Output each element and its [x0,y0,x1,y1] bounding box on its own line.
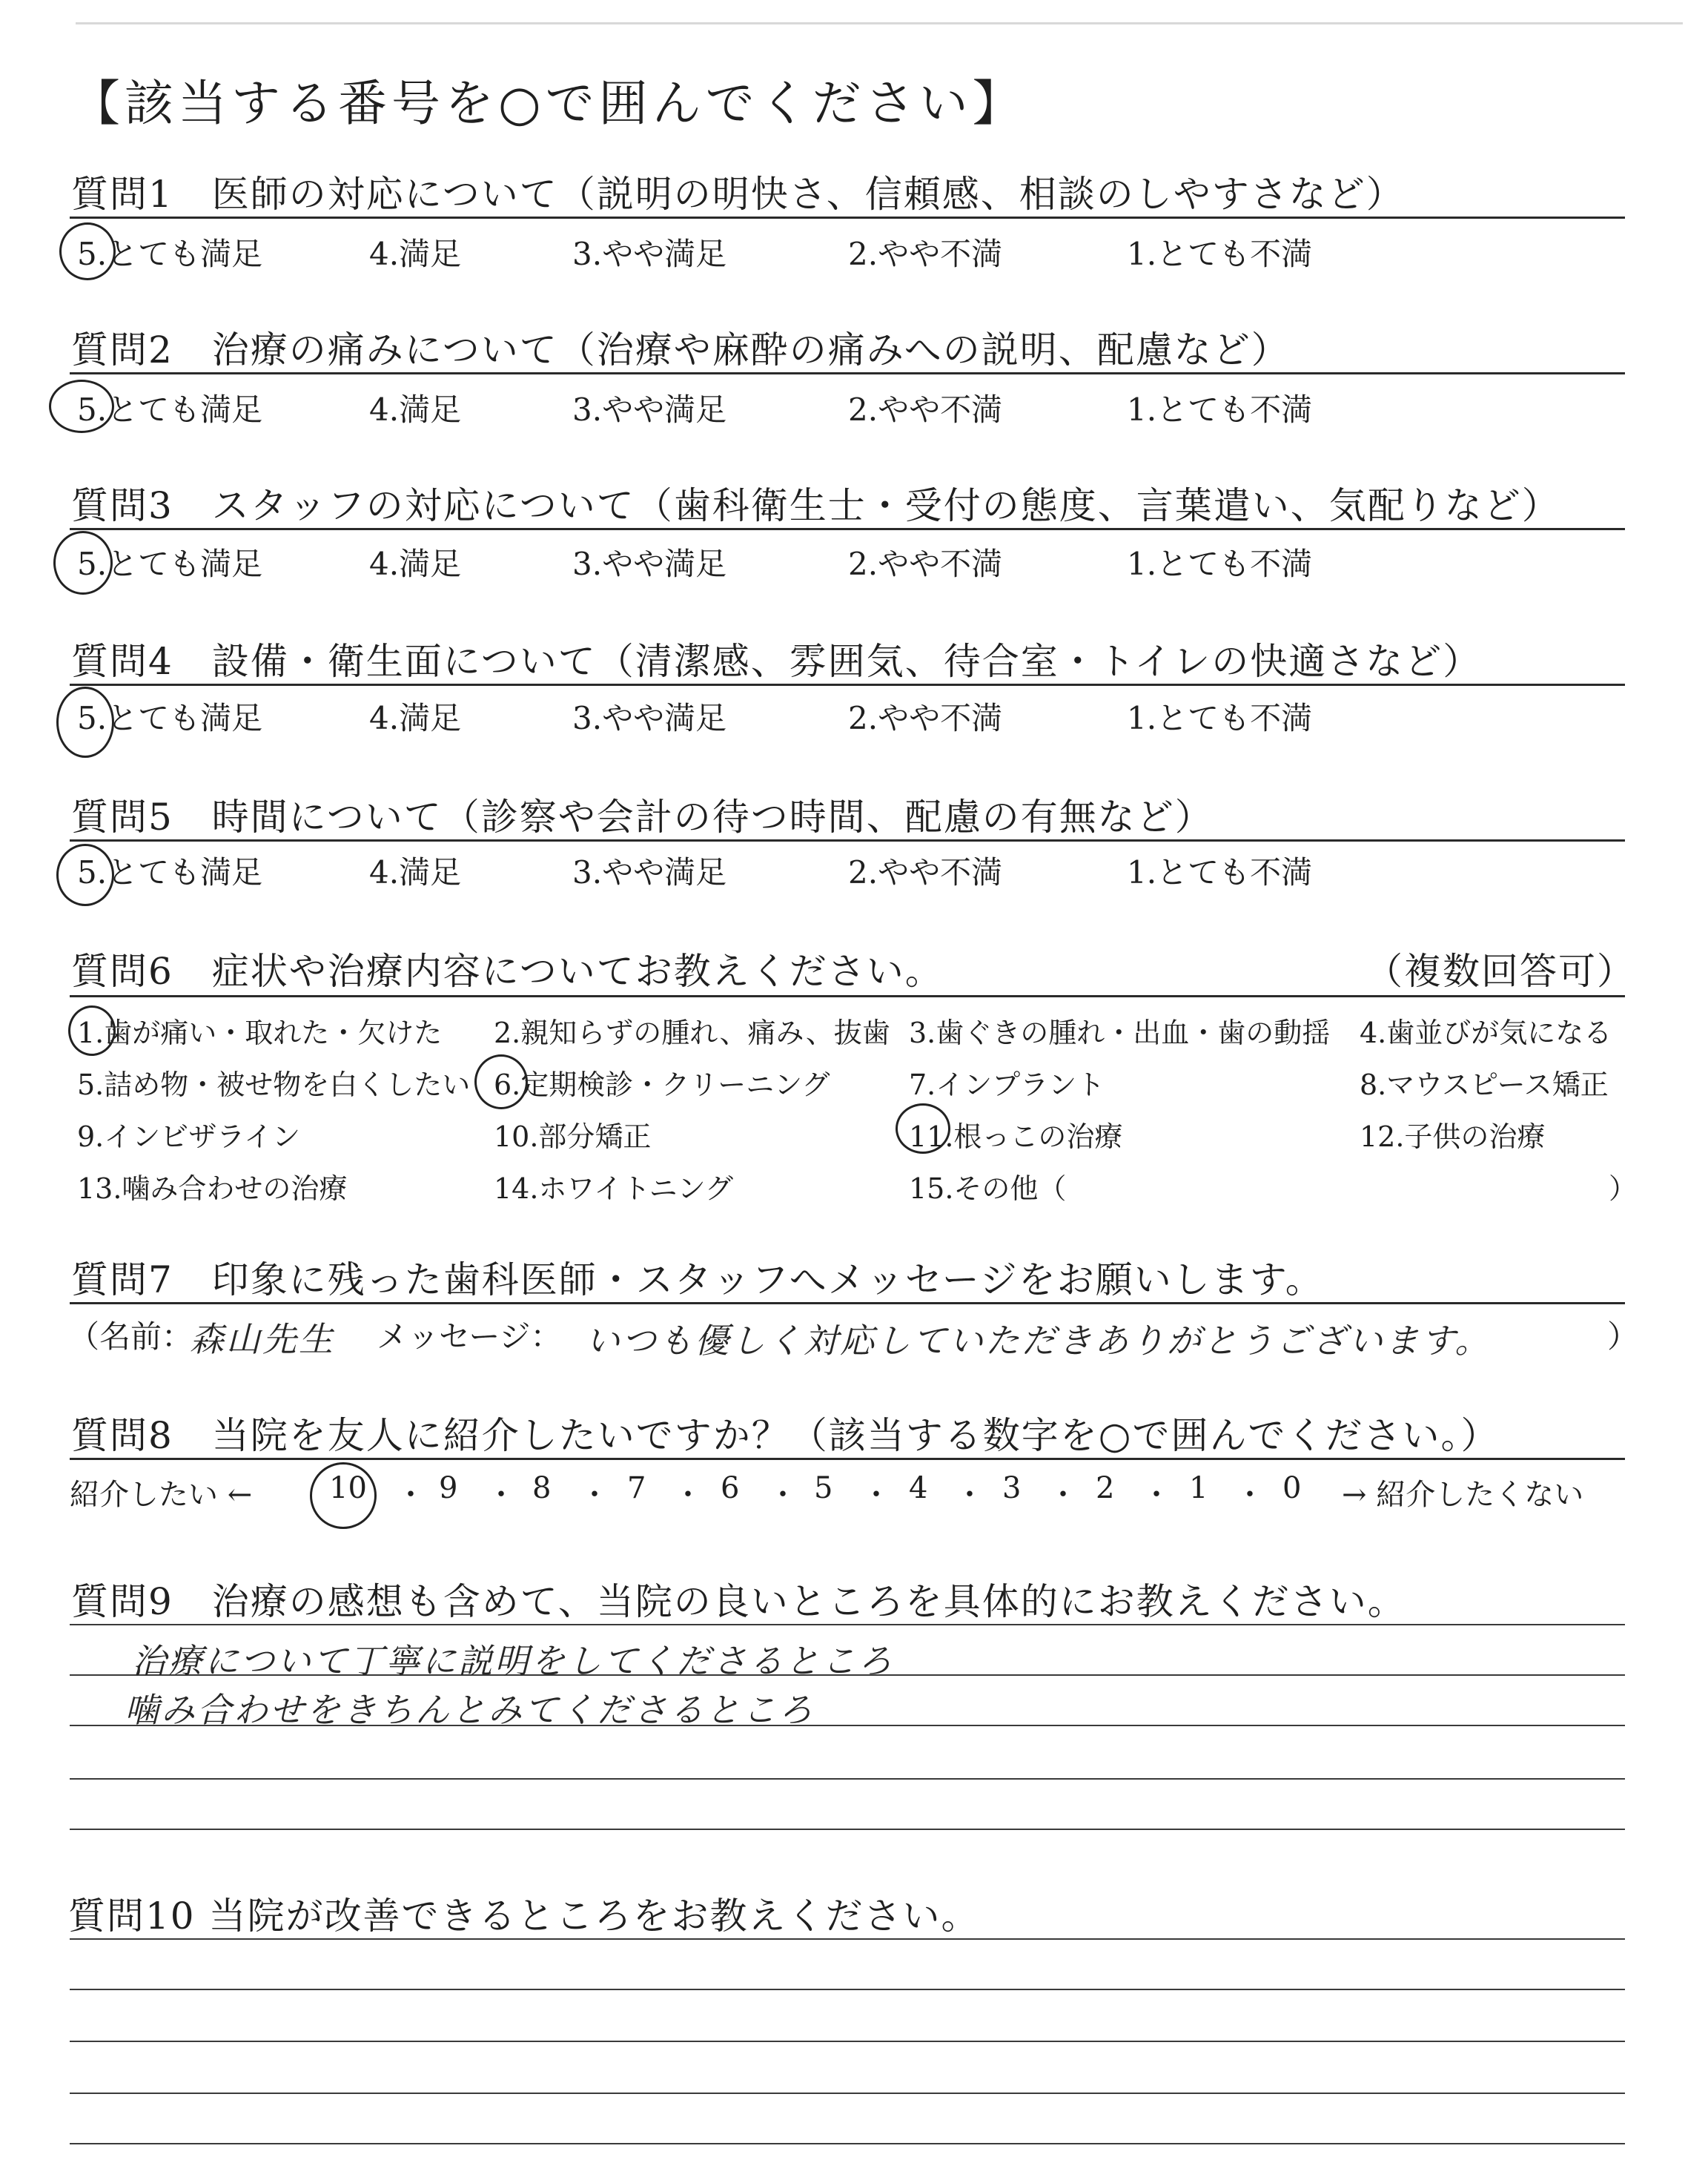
q6-option-11[interactable]: 11.根っこの治療 [909,1120,1123,1153]
question-4-rule [70,684,1625,686]
q4-option-1[interactable]: 1.とても不満 [1127,700,1313,736]
q4-option-4[interactable]: 4.満足 [369,700,462,736]
question-8-rule [70,1458,1625,1460]
q10-line-4 [70,2093,1625,2094]
q8-dot: ・ [580,1478,609,1512]
q10-line-2 [70,1989,1625,1990]
q10-line-5 [70,2143,1625,2144]
q8-scale-4[interactable]: 4 [909,1471,928,1505]
q8-dot: ・ [861,1478,891,1512]
question-6-title: 質問6 症状や治療内容についてお教えください。 [71,950,944,993]
q6-selection-circle-1 [68,1005,116,1056]
q7-message-value[interactable]: いつも優しく対応していただきありがとうございます。 [586,1321,1492,1361]
question-1-title: 質問1 医師の対応について（説明の明快さ、信頼感、相談のしやすさなど） [71,173,1405,216]
q3-selection-circle [53,531,113,595]
q6-option-1[interactable]: 1.歯が痛い・取れた・欠けた [77,1017,443,1049]
q8-scale-3[interactable]: 3 [1002,1471,1022,1505]
q8-scale-2[interactable]: 2 [1096,1471,1115,1505]
q6-option-14[interactable]: 14.ホワイトニング [494,1172,734,1205]
q2-option-5[interactable]: 5.とても満足 [77,392,263,428]
q8-scale-9[interactable]: 9 [439,1471,458,1505]
q5-option-5[interactable]: 5.とても満足 [77,854,263,891]
q8-dot: ・ [768,1478,798,1512]
q4-selection-circle [56,687,114,758]
scan-edge [76,22,1683,24]
q8-scale-5[interactable]: 5 [814,1471,833,1505]
question-5-title: 質問5 時間について（診察や会計の待つ時間、配慮の有無など） [71,796,1214,839]
q1-option-3[interactable]: 3.やや満足 [572,236,727,272]
question-5-rule [70,839,1625,842]
question-2-rule [70,372,1625,374]
q9-line-4 [70,1778,1625,1780]
q5-option-1[interactable]: 1.とても不満 [1127,854,1313,891]
q10-line-1 [70,1938,1625,1940]
question-8-title: 質問8 当院を友人に紹介したいですか？（該当する数字を○で囲んでください。） [71,1414,1500,1457]
question-3-rule [70,528,1625,530]
q9-answer-line-2[interactable]: 噛み合わせをきちんとみてくださるところ [125,1690,815,1730]
q2-selection-circle [49,380,114,433]
question-2-title: 質問2 治療の痛みについて（治療や麻酔の痛みへの説明、配慮など） [71,328,1290,371]
q1-selection-circle [59,222,116,280]
q3-option-2[interactable]: 2.やや不満 [848,546,1003,582]
q8-right-label: → 紹介したくない [1342,1478,1584,1512]
q6-option-4[interactable]: 4.歯並びが気になる [1360,1017,1612,1049]
q8-dot: ・ [1142,1478,1171,1512]
question-4-title: 質問4 設備・衛生面について（清潔感、雰囲気、待合室・トイレの快適さなど） [71,640,1482,683]
form-header: 【該当する番号を○で囲んでください】 [71,75,1026,132]
q8-left-label: 紹介したい ← [70,1478,253,1512]
q5-option-2[interactable]: 2.やや不満 [848,854,1003,891]
q6-option-9[interactable]: 9.インビザライン [77,1120,301,1153]
q6-option-13[interactable]: 13.噛み合わせの治療 [77,1172,348,1205]
question-7-rule [70,1302,1625,1304]
q1-option-5[interactable]: 5.とても満足 [77,236,263,272]
q7-close-paren: ） [1607,1318,1639,1355]
q3-option-4[interactable]: 4.満足 [369,546,462,582]
q5-option-3[interactable]: 3.やや満足 [572,854,727,891]
q7-name-value[interactable]: 森山先生 [190,1319,335,1359]
q8-dot: ・ [1235,1478,1265,1512]
q6-option-10[interactable]: 10.部分矯正 [494,1120,652,1153]
question-3-title: 質問3 スタッフの対応について（歯科衛生士・受付の態度、言葉遣い、気配りなど） [71,484,1560,527]
q6-option-6[interactable]: 6.定期検診・クリーニング [494,1069,830,1101]
q6-option-12[interactable]: 12.子供の治療 [1360,1120,1546,1153]
question-6-note: （複数回答可） [1366,950,1635,993]
q9-answer-line-1[interactable]: 治療について丁寧に説明をしてくださるところ [132,1641,895,1681]
q8-scale-6[interactable]: 6 [721,1471,740,1505]
q6-option-15-close: ） [1609,1172,1638,1205]
q8-dot: ・ [955,1478,984,1512]
q5-selection-circle [56,844,114,906]
q2-option-1[interactable]: 1.とても不満 [1127,392,1313,428]
q5-option-4[interactable]: 4.満足 [369,854,462,891]
question-9-title: 質問9 治療の感想も含めて、当院の良いところを具体的にお教えください。 [71,1580,1406,1623]
q8-scale-10[interactable]: 10 [329,1471,367,1505]
q6-option-15[interactable]: 15.その他（ [909,1172,1067,1205]
q2-option-2[interactable]: 2.やや不満 [848,392,1003,428]
question-10-title: 質問10 当院が改善できるところをお教えください。 [68,1895,980,1938]
q3-option-5[interactable]: 5.とても満足 [77,546,263,582]
q1-option-1[interactable]: 1.とても不満 [1127,236,1313,272]
q8-scale-0[interactable]: 0 [1282,1471,1302,1505]
q4-option-5[interactable]: 5.とても満足 [77,700,263,736]
question-1-rule [70,217,1625,219]
q6-selection-circle-6 [474,1054,528,1109]
q9-line-1 [70,1624,1625,1625]
q8-scale-7[interactable]: 7 [627,1471,646,1505]
q8-selection-circle [310,1462,377,1529]
q7-message-label: メッセージ： [377,1318,562,1355]
q6-selection-circle-11 [896,1103,950,1154]
q1-option-4[interactable]: 4.満足 [369,236,462,272]
q3-option-3[interactable]: 3.やや満足 [572,546,727,582]
q8-dot: ・ [396,1478,426,1512]
question-6-rule [70,995,1625,997]
q9-line-5 [70,1829,1625,1830]
q8-scale-8[interactable]: 8 [532,1471,552,1505]
q2-option-4[interactable]: 4.満足 [369,392,462,428]
q1-option-2[interactable]: 2.やや不満 [848,236,1003,272]
q8-dot: ・ [1048,1478,1078,1512]
q8-dot: ・ [486,1478,516,1512]
q6-option-2[interactable]: 2.親知らずの腫れ、痛み、抜歯 [494,1017,890,1049]
q6-option-3[interactable]: 3.歯ぐきの腫れ・出血・歯の動揺 [909,1017,1331,1049]
question-7-title: 質問7 印象に残った歯科医師・スタッフへメッセージをお願いします。 [71,1258,1324,1301]
q4-option-3[interactable]: 3.やや満足 [572,700,727,736]
q8-scale-1[interactable]: 1 [1189,1471,1208,1505]
q8-dot: ・ [673,1478,703,1512]
q6-option-5[interactable]: 5.詰め物・被せ物を白くしたい [77,1069,471,1101]
q6-option-7[interactable]: 7.インプラント [909,1069,1105,1101]
q2-option-3[interactable]: 3.やや満足 [572,392,727,428]
q6-option-8[interactable]: 8.マウスピース矯正 [1360,1069,1609,1101]
q3-option-1[interactable]: 1.とても不満 [1127,546,1313,582]
q4-option-2[interactable]: 2.やや不満 [848,700,1003,736]
q10-line-3 [70,2041,1625,2042]
q7-name-label: （名前： [68,1318,193,1355]
